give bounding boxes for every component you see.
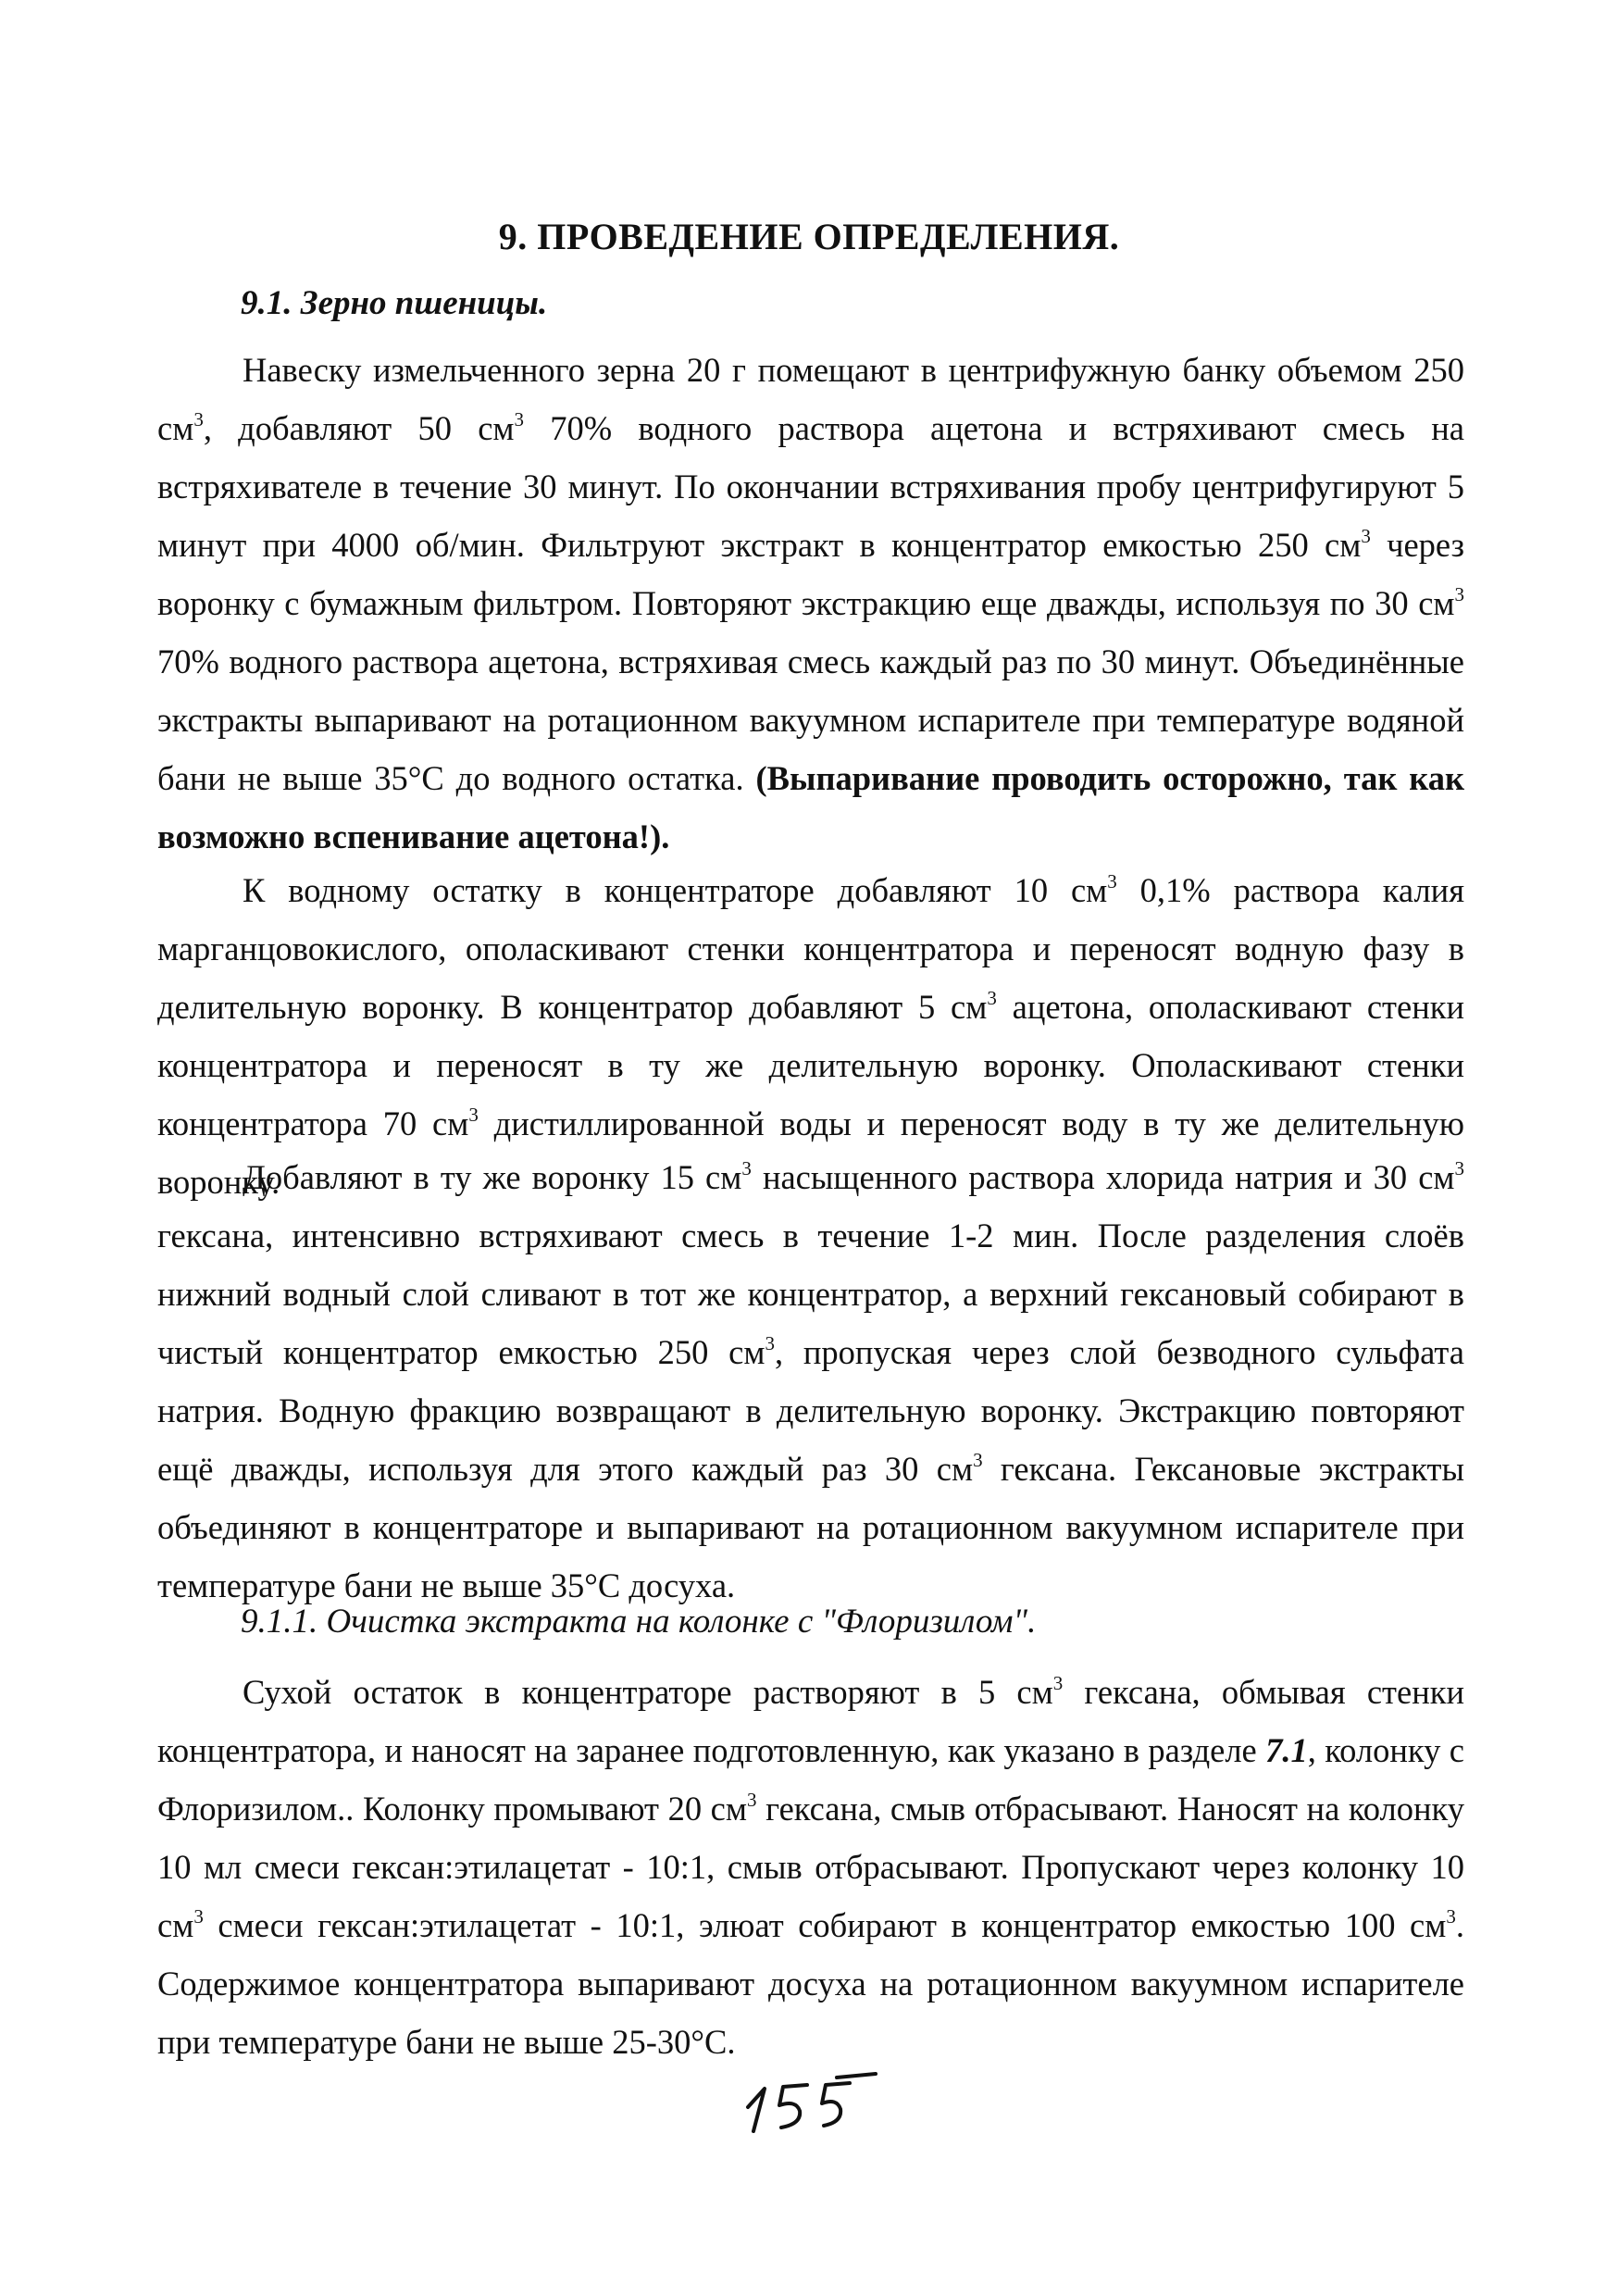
superscript: 3 bbox=[468, 1104, 479, 1126]
text-run: 70% водного раствора ацетона и встряхивают смесь на встряхивателе в течение 30 минут. По окончании встряхивания пробу центрифугируют 5 минут при 4000 об/мин. Фильтруют экстракт в концентратор емкостью 250 см bbox=[157, 409, 1464, 564]
superscript: 3 bbox=[1107, 870, 1117, 892]
text-run: насыщенного раствора хлорида натрия и 30 см bbox=[751, 1158, 1455, 1196]
text-run: гексана, обмывая стенки концентратора, и наносят на заранее подготовленную, как указано в разделе bbox=[157, 1673, 1464, 1769]
superscript: 3 bbox=[514, 408, 525, 430]
subsubsection-title: 9.1.1. Очистка экстракта на колонке с "Флоризилом". bbox=[241, 1603, 1037, 1641]
text-run: Навеску измельченного зерна 20 г помещают в центрифужную банку объемом 250 см bbox=[157, 351, 1464, 447]
superscript: 3 bbox=[193, 408, 204, 430]
superscript: 3 bbox=[193, 1905, 204, 1928]
superscript: 3 bbox=[1446, 1905, 1456, 1928]
text-run: 0,1% раствора калия марганцовокислого, ополаскивают стенки концентратора и переносят водную фазу в делительную воронку. В концентратор добавляют 5 см bbox=[157, 871, 1464, 1026]
text-run: смеси гексан:этилацетат - 10:1, элюат собирают в концентратор емкостью 100 см bbox=[203, 1906, 1447, 1944]
text-run: , пропуская через слой безводного сульфата натрия. Водную фракцию возвращают в делительную воронку. Экстракцию повторяют ещё дважды, используя для этого каждый раз 30 см bbox=[157, 1333, 1464, 1488]
text-run: через воронку с бумажным фильтром. Повторяют экстракцию еще дважды, используя по 30 см bbox=[157, 526, 1464, 622]
paragraph-wheat-extraction bbox=[157, 341, 1464, 866]
handwritten-page-number-drawing bbox=[741, 2066, 877, 2140]
superscript: 3 bbox=[1454, 583, 1464, 605]
superscript: 3 bbox=[746, 1789, 757, 1811]
handwritten-page-number bbox=[741, 2066, 877, 2140]
section-reference: 7.1 bbox=[1265, 1731, 1308, 1769]
text-run: гексана. Гексановые экстракты объединяют в концентраторе и выпаривают на ротационном вакуумном испарителе при температуре бани не выше 35°С досуха. bbox=[157, 1450, 1465, 1604]
text-run: ацетона, ополаскивают стенки концентратора и переносят в ту же делительную воронку. Ополаскивают стенки концентратора 70 см bbox=[157, 988, 1464, 1142]
text-run: , добавляют 50 см bbox=[203, 409, 515, 447]
paragraph-florisil-cleanup bbox=[157, 1663, 1464, 2071]
superscript: 3 bbox=[765, 1332, 775, 1354]
subsection-title: 9.1. Зерно пшеницы. bbox=[241, 284, 548, 322]
text-run: дистиллированной воды и переносят воду в ту же делительную воронку. bbox=[157, 1104, 1464, 1201]
warning-note: (Выпаривание проводить осторожно, так как возможно вспенивание ацетона!). bbox=[157, 759, 1464, 855]
superscript: 3 bbox=[987, 987, 997, 1009]
superscript: 3 bbox=[1052, 1672, 1064, 1694]
section-title: 9. ПРОВЕДЕНИЕ ОПРЕДЕЛЕНИЯ. bbox=[498, 216, 1120, 257]
text-run: , колонку с Флоризилом.. Колонку промывают 20 см bbox=[157, 1731, 1464, 1828]
text-run: 70% водного раствора ацетона, встряхивая смесь каждый раз по 30 минут. Объединённые экстракты выпаривают на ротационном вакуумном испарителе при температуре водяной бани не выше 35°С до водного остатка. bbox=[157, 643, 1464, 797]
superscript: 3 bbox=[741, 1157, 752, 1179]
text-run: . Содержимое концентратора выпаривают досуха на ротационном вакуумном испарителе при температуре бани не выше 25-30°С. bbox=[157, 1906, 1464, 2061]
text-run: Сухой остаток в концентраторе растворяют в 5 см bbox=[243, 1673, 1053, 1711]
text-run: Добавляют в ту же воронку 15 см bbox=[243, 1158, 742, 1196]
paragraph-hexane-extraction bbox=[157, 1148, 1464, 1615]
text-run: гексана, смыв отбрасывают. Наносят на колонку 10 мл смеси гексан:этилацетат - 10:1, смыв отбрасывают. Пропускают через колонку 10 см bbox=[157, 1790, 1464, 1944]
text-run: К водному остатку в концентраторе добавляют 10 см bbox=[243, 871, 1108, 909]
superscript: 3 bbox=[973, 1449, 983, 1471]
superscript: 3 bbox=[1454, 1157, 1464, 1179]
superscript: 3 bbox=[1361, 525, 1371, 547]
text-run: гексана, интенсивно встряхивают смесь в течение 1-2 мин. После разделения слоёв нижний водный слой сливают в тот же концентратор, а верхний гексановый собирают в чистый концентратор емкостью 250 см bbox=[157, 1217, 1464, 1371]
